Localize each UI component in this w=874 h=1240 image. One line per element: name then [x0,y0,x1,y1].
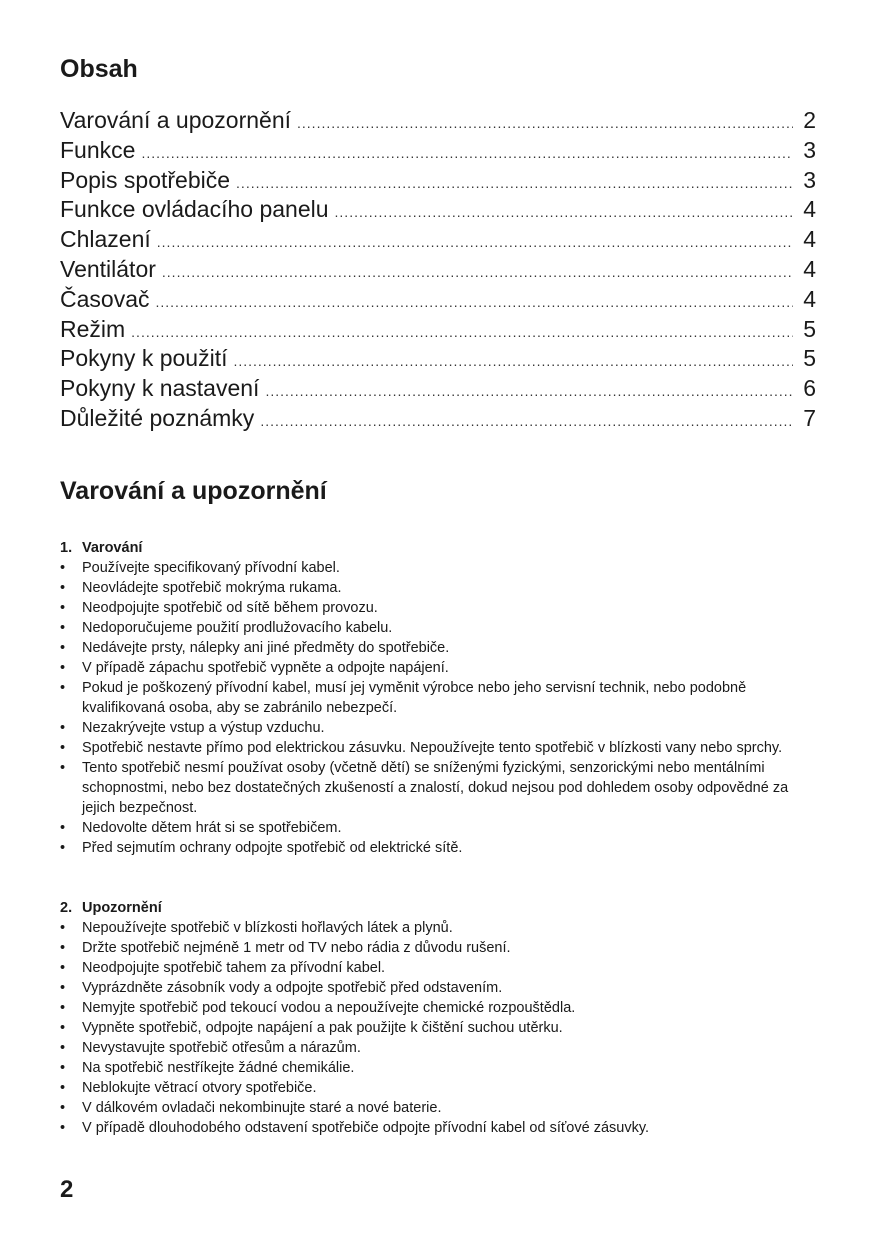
toc-entry-title: Varování a upozornění [60,107,292,133]
toc-entry-page: 4 [803,196,816,223]
section-number: 2. [60,900,73,916]
section-title-text: Upozornění [82,900,162,916]
list-item: • Vyprázdněte zásobník vody a odpojte spotřebič před odstavením. [60,978,816,998]
toc-entry-title: Funkce [60,136,136,163]
toc-entry-title: Režim [60,315,126,342]
toc-entry[interactable] [60,404,816,434]
list-item: • Používejte specifikovaný přívodní kabel. [60,558,816,578]
list-item: • Nedovolte dětem hrát si se spotřebičem. [60,818,816,838]
list-item: • Na spotřebič nestříkejte žádné chemikálie. [60,1058,816,1078]
toc-entry-title: Důležité poznámky [60,404,255,431]
list-item: • Nemyjte spotřebič pod tekoucí vodou a nepoužívejte chemické rozpouštědla. [60,998,816,1018]
list-item: • Neovládejte spotřebič mokrýma rukama. [60,578,816,598]
toc-entry[interactable] [60,255,816,285]
list-item: • Vypněte spotřebič, odpojte napájení a pak použijte k čištění suchou utěrku. [60,1018,816,1038]
list-item: • Před sejmutím ochrany odpojte spotřebič od elektrické sítě. [60,838,816,858]
toc-entry[interactable] [60,315,816,345]
toc-heading: Obsah [60,55,138,83]
list-item: • Neodpojujte spotřebič tahem za přívodní kabel. [60,958,816,978]
list-item: • V případě zápachu spotřebič vypněte a odpojte napájení. [60,658,816,678]
toc-entry[interactable] [60,225,816,255]
list-item: • Nedoporučujeme použití prodlužovacího kabelu. [60,618,816,638]
toc-entry-page: 4 [803,285,816,312]
toc-leader-dots [236,169,793,196]
toc-leader-dots [155,288,793,315]
section-title-text: Varování [82,540,143,556]
list-item: • Držte spotřebič nejméně 1 metr od TV nebo rádia z důvodu rušení. [60,938,816,958]
list-item: • V případě dlouhodobého odstavení spotřebiče odpojte přívodní kabel od síťové zásuvky. [60,1118,816,1138]
toc-leader-dots [260,407,793,434]
caution-section [60,898,816,1138]
toc-entry-page: 4 [803,226,816,253]
toc-entry-title: Popis spotřebiče [60,166,231,193]
toc-entry[interactable] [60,106,816,136]
toc-entry-title: Funkce ovládacího panelu [60,196,329,223]
list-item: • Nevystavujte spotřebič otřesům a nárazům. [60,1038,816,1058]
toc-entry[interactable] [60,136,816,166]
list-item: • Spotřebič nestavte přímo pod elektrickou zásuvku. Nepoužívejte tento spotřebič v blízkosti vany nebo sprchy. [60,738,816,758]
table-of-contents [60,106,816,434]
toc-leader-dots [297,109,793,136]
toc-leader-dots [162,258,793,285]
toc-entry-page: 2 [803,107,816,133]
toc-entry-title: Ventilátor [60,255,156,282]
list-item: • Nepoužívejte spotřebič v blízkosti hořlavých látek a plynů. [60,918,816,938]
toc-entry-page: 3 [803,136,816,163]
list-item: • Tento spotřebič nesmí používat osoby (včetně dětí) se sníženými fyzickými, senzorickými nebo mentálními schopnostmi, nebo bez dostatečných zkušeností a znalostí, dokud nejsou pod dohledem osoby odpovědné za jejich bezpečnost. [60,758,816,818]
toc-entry-page: 4 [803,255,816,282]
toc-entry-page: 7 [803,404,816,431]
section-number: 1. [60,540,73,556]
list-item: • Pokud je poškozený přívodní kabel, musí jej vyměnit výrobce nebo jeho servisní technik, nebo podobně kvalifikovaná osoba, aby se zabránilo nebezpečí. [60,678,816,718]
toc-leader-dots [131,318,793,345]
toc-entry[interactable] [60,344,816,374]
warning-section [60,538,816,858]
list-item: • Neodpojujte spotřebič od sítě během provozu. [60,598,816,618]
toc-entry[interactable] [60,166,816,196]
toc-leader-dots [141,139,793,166]
list-item: • Neblokujte větrací otvory spotřebiče. [60,1078,816,1098]
toc-entry-title: Chlazení [60,226,151,253]
toc-entry-page: 5 [803,345,816,372]
toc-leader-dots [157,228,793,255]
list-item: • V dálkovém ovladači nekombinujte staré a nové baterie. [60,1098,816,1118]
warnings-heading: Varování a upozornění [60,477,327,505]
bullet-list [60,918,816,1138]
toc-entry[interactable] [60,374,816,404]
toc-leader-dots [335,198,794,225]
toc-leader-dots [265,377,793,404]
toc-entry-title: Pokyny k použití [60,345,228,372]
section-title [60,898,816,918]
toc-entry[interactable] [60,285,816,315]
toc-entry-page: 5 [803,315,816,342]
toc-entry[interactable] [60,195,816,225]
list-item: • Nedávejte prsty, nálepky ani jiné předměty do spotřebiče. [60,638,816,658]
section-title [60,538,816,558]
toc-leader-dots [233,347,793,374]
toc-entry-title: Časovač [60,285,150,312]
bullet-list [60,558,816,858]
toc-entry-page: 3 [803,166,816,193]
list-item: • Nezakrývejte vstup a výstup vzduchu. [60,718,816,738]
toc-entry-page: 6 [803,375,816,402]
page-number: 2 [60,1176,74,1203]
toc-entry-title: Pokyny k nastavení [60,375,260,402]
